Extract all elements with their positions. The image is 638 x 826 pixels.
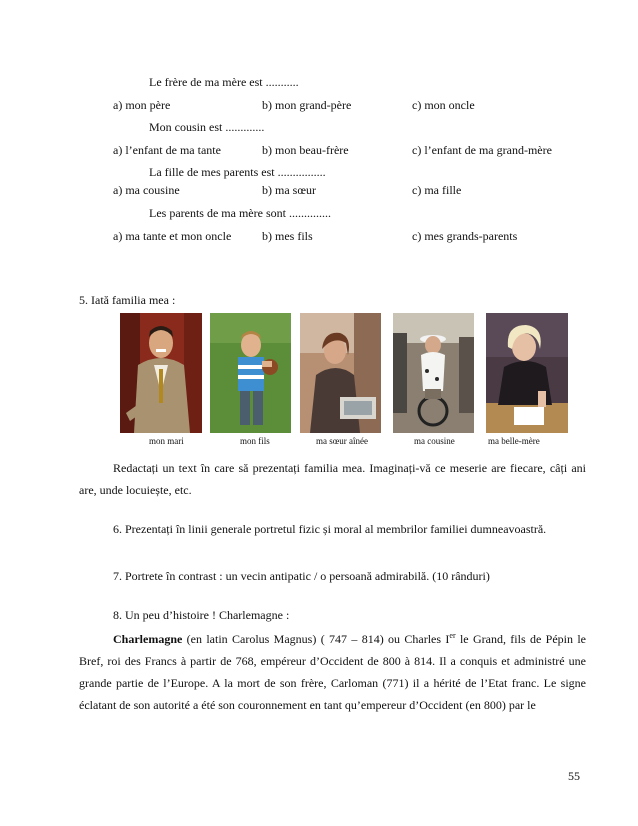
exercise-6: 6. Prezentați în linii generale portretul fizic și moral al membrilor familiei dumneavoastră. — [113, 522, 547, 536]
instruction-paragraph — [79, 457, 586, 501]
choice-a: a) ma cousine — [113, 183, 180, 197]
woman-on-bicycle-photo — [393, 313, 474, 433]
charlemagne-name: Charlemagne — [113, 632, 183, 646]
choice-b: b) mes fils — [262, 229, 313, 243]
section-heading: 5. Iată familia mea : — [79, 293, 176, 307]
choice-c: c) mon oncle — [412, 98, 475, 112]
choice-a: a) ma tante et mon oncle — [113, 229, 232, 243]
page-number: 55 — [568, 769, 580, 783]
question-stem: Le frère de ma mère est ........... — [149, 75, 299, 89]
choice-c: c) mes grands-parents — [412, 229, 518, 243]
choice-b: b) mon grand-père — [262, 98, 352, 112]
question-stem: La fille de mes parents est ................ — [149, 165, 326, 179]
instruction-text: Redactați un text în care să prezentați familia mea. Imaginați-vă ce meserie are fiecare, câți ani are, unde locuiește, etc. — [79, 461, 586, 497]
photo-caption: mon mari — [149, 436, 184, 446]
woman-at-computer-photo — [300, 313, 381, 433]
question-stem: Mon cousin est ............. — [149, 120, 265, 134]
man-in-suit-photo — [120, 313, 202, 433]
paragraph-text: le Grand, fils de Pépin le Bref, roi des Francs à partir de 768, empéreur d’Occident de 800 à 814. Il a conquis et administré une grande partie de l’Europe. A la mort de son frère, Carloman (771) il a hérité de l’Etat franc. Le signe éclatant de son autorité a été son couronnement en tant qu’empereur d’Occident (en 800) par le — [79, 632, 586, 712]
exercise-7: 7. Portrete în contrast : un vecin antipatic / o persoană admirabilă. (10 rânduri) — [113, 569, 490, 583]
choice-a: a) l’enfant de ma tante — [113, 143, 221, 157]
photo-caption: ma belle-mère — [488, 436, 540, 446]
elderly-woman-photo — [486, 313, 568, 433]
photo-caption: ma sœur aînée — [316, 436, 368, 446]
superscript: er — [449, 631, 456, 640]
charlemagne-paragraph — [79, 625, 586, 716]
paragraph-text: (en latin Carolus Magnus) ( 747 – 814) ou Charles I — [182, 632, 450, 646]
choice-b: b) ma sœur — [262, 183, 316, 197]
question-stem: Les parents de ma mère sont .............. — [149, 206, 331, 220]
choice-b: b) mon beau-frère — [262, 143, 349, 157]
boy-with-ball-photo — [210, 313, 291, 433]
choice-c: c) ma fille — [412, 183, 462, 197]
exercise-8-heading: 8. Un peu d’histoire ! Charlemagne : — [113, 608, 290, 622]
photo-caption: mon fils — [240, 436, 270, 446]
choice-c: c) l’enfant de ma grand-mère — [412, 143, 552, 157]
photo-caption: ma cousine — [414, 436, 455, 446]
choice-a: a) mon père — [113, 98, 171, 112]
